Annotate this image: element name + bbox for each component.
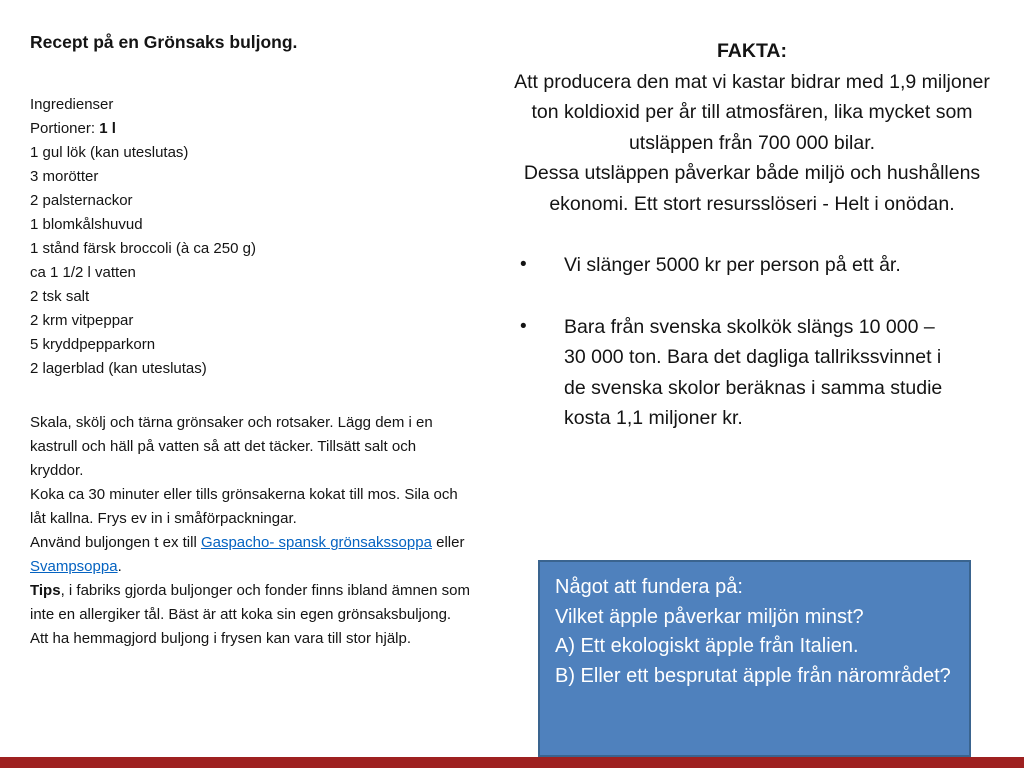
question-box-line: Något att fundera på: <box>555 576 743 598</box>
bullet-marker-icon: • <box>520 254 527 275</box>
question-box-line: A) Ett ekologiskt äpple från Italien. <box>555 635 859 657</box>
question-box <box>538 560 971 757</box>
ingredient-line: 2 palsternackor <box>30 192 133 209</box>
fakta-heading: FAKTA: <box>716 40 788 62</box>
fakta-bullet-list <box>506 250 998 434</box>
link-gaspacho-soup[interactable]: Gaspacho- spansk grönsakssoppa <box>200 534 432 551</box>
portions-line <box>30 117 472 141</box>
usage-prefix: Använd buljongen t ex till <box>30 534 201 551</box>
bullet-text: Bara från svenska skolkök slängs 10 000 – 30 000 ton. Bara det dagliga tallrikssvinnet i de svenska skolor beräknas i samma studie kosta 1,1 miljoner kr. <box>564 315 943 429</box>
ingredient-line: 1 blomkålshuvud <box>30 216 143 233</box>
tips-line <box>30 579 472 651</box>
ingredients-label: Ingredienser <box>30 96 114 113</box>
ingredient-line: 1 stånd färsk broccoli (à ca 250 g) <box>30 240 256 257</box>
recipe-title: Recept på en Grönsaks buljong. <box>30 32 298 52</box>
fakta-paragraph: Dessa utsläppen påverkar både miljö och hushållens ekonomi. Ett stort resursslöseri - Helt i onödan. <box>523 162 981 215</box>
ingredient-line: 2 lagerblad (kan uteslutas) <box>30 360 207 377</box>
question-box-line: B) Eller ett besprutat äpple från närområdet? <box>555 664 951 687</box>
portions-value: 1 l <box>99 120 116 137</box>
bullet-marker-icon: • <box>520 315 527 337</box>
tips-text: , i fabriks gjorda buljonger och fonder finns ibland ämnen som inte en allergiker tål. Bäst är att koka sin egen grönsaksbuljong. Att ha hemmagjord buljong i frysen kan vara till stor hjälp. <box>30 582 470 647</box>
tips-label: Tips <box>30 582 61 599</box>
ingredient-line: 5 kryddpepparkorn <box>30 336 156 353</box>
portions-prefix: Portioner: <box>30 120 100 137</box>
footer-bar <box>0 757 1024 768</box>
recipe-instructions <box>30 411 472 651</box>
question-box-line: Vilket äpple påverkar miljön minst? <box>555 605 864 628</box>
recipe-section <box>30 32 472 651</box>
ingredient-line: ca 1 1/2 l vatten <box>30 264 136 281</box>
bullet-item <box>506 250 998 281</box>
usage-line <box>30 531 472 579</box>
bullet-text: Vi slänger 5000 kr per person på ett år. <box>564 254 901 276</box>
fakta-section <box>506 36 998 465</box>
bullet-item <box>506 312 998 434</box>
ingredient-line: 2 tsk salt <box>30 288 90 305</box>
usage-suffix: . <box>117 558 122 575</box>
link-mushroom-soup[interactable]: Svampsoppa <box>30 558 118 575</box>
instruction-step: Skala, skölj och tärna grönsaker och rotsaker. Lägg dem i en kastrull och häll på vatten så att det täcker. Tillsätt salt och kryddor. <box>30 414 433 479</box>
ingredient-line: 1 gul lök (kan uteslutas) <box>30 144 189 161</box>
fakta-paragraph: Att producera den mat vi kastar bidrar med 1,9 miljoner ton koldioxid per år till atmosfären, lika mycket som utsläppen från 700 000 bilar. <box>514 70 990 154</box>
ingredient-line: 2 krm vitpeppar <box>30 312 134 329</box>
ingredient-line: 3 morötter <box>30 168 99 185</box>
instruction-step: Koka ca 30 minuter eller tills grönsakerna kokat till mos. Sila och låt kallna. Frys ev in i småförpackningar. <box>30 486 458 527</box>
usage-middle: eller <box>431 534 465 551</box>
